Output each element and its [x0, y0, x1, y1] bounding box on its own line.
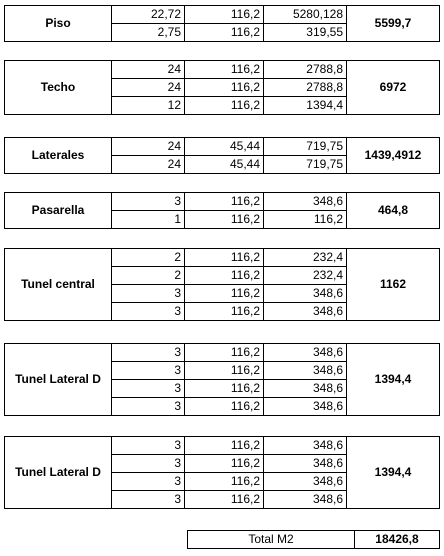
- area-cell: 719,75: [264, 138, 347, 156]
- area-cell: 1394,4: [264, 97, 347, 115]
- area-cell: 2788,8: [264, 79, 347, 97]
- measure-cell: 116,2: [185, 473, 264, 491]
- group-table: [4, 248, 440, 321]
- group-total: 1394,4: [347, 344, 440, 416]
- quantity-cell: 24: [112, 79, 185, 97]
- quantity-cell: 12: [112, 97, 185, 115]
- area-cell: 116,2: [264, 211, 347, 229]
- quantity-cell: 3: [112, 473, 185, 491]
- table-row: [5, 6, 440, 24]
- measure-cell: 116,2: [185, 303, 264, 321]
- quantity-cell: 24: [112, 156, 185, 174]
- measure-cell: 116,2: [185, 362, 264, 380]
- quantity-cell: 3: [112, 437, 185, 455]
- group-total: 1162: [347, 249, 440, 321]
- group-table: [4, 192, 440, 229]
- measure-cell: 116,2: [185, 398, 264, 416]
- group-name: Laterales: [5, 138, 112, 174]
- measure-cell: 116,2: [185, 211, 264, 229]
- measure-cell: 116,2: [185, 285, 264, 303]
- area-cell: 348,6: [264, 437, 347, 455]
- area-cell: 232,4: [264, 267, 347, 285]
- measure-cell: 116,2: [185, 249, 264, 267]
- area-cell: 232,4: [264, 249, 347, 267]
- grand-total-value: 18426,8: [355, 531, 440, 549]
- table-row: [5, 249, 440, 267]
- group-total: 6972: [347, 61, 440, 115]
- measure-cell: 116,2: [185, 6, 264, 24]
- measure-cell: 116,2: [185, 61, 264, 79]
- group-name: Piso: [5, 6, 112, 42]
- quantity-cell: 3: [112, 285, 185, 303]
- area-cell: 2788,8: [264, 61, 347, 79]
- table-row: [5, 61, 440, 79]
- quantity-cell: 3: [112, 193, 185, 211]
- quantity-cell: 2,75: [112, 24, 185, 42]
- group-table: [4, 137, 440, 174]
- group-total: 5599,7: [347, 6, 440, 42]
- quantity-cell: 3: [112, 398, 185, 416]
- group-name: Tunel Lateral D: [5, 344, 112, 416]
- area-cell: 348,6: [264, 362, 347, 380]
- group-total: 1394,4: [347, 437, 440, 509]
- area-cell: 348,6: [264, 193, 347, 211]
- area-cell: 348,6: [264, 344, 347, 362]
- table-row: [5, 344, 440, 362]
- quantity-cell: 24: [112, 61, 185, 79]
- group-table: [4, 5, 440, 42]
- area-cell: 348,6: [264, 473, 347, 491]
- measure-cell: 45,44: [185, 138, 264, 156]
- measure-cell: 116,2: [185, 380, 264, 398]
- measure-cell: 116,2: [185, 193, 264, 211]
- area-cell: 719,75: [264, 156, 347, 174]
- quantity-cell: 3: [112, 362, 185, 380]
- group-name: Tunel Lateral D: [5, 437, 112, 509]
- group-name: Pasarella: [5, 193, 112, 229]
- area-cell: 319,55: [264, 24, 347, 42]
- group-total: 1439,4912: [347, 138, 440, 174]
- area-cell: 348,6: [264, 303, 347, 321]
- measure-cell: 116,2: [185, 97, 264, 115]
- group-table: [4, 343, 440, 416]
- quantity-cell: 3: [112, 380, 185, 398]
- area-cell: 5280,128: [264, 6, 347, 24]
- measure-cell: 116,2: [185, 437, 264, 455]
- measure-cell: 45,44: [185, 156, 264, 174]
- group-table: [4, 436, 440, 509]
- area-cell: 348,6: [264, 285, 347, 303]
- quantity-cell: 1: [112, 211, 185, 229]
- measure-cell: 116,2: [185, 267, 264, 285]
- table-row: [5, 193, 440, 211]
- quantity-cell: 3: [112, 491, 185, 509]
- area-cell: 348,6: [264, 380, 347, 398]
- measure-cell: 116,2: [185, 491, 264, 509]
- quantity-cell: 2: [112, 249, 185, 267]
- quantity-cell: 2: [112, 267, 185, 285]
- measure-cell: 116,2: [185, 24, 264, 42]
- group-table: [4, 60, 440, 115]
- group-name: Tunel central: [5, 249, 112, 321]
- quantity-cell: 3: [112, 455, 185, 473]
- quantity-cell: 22,72: [112, 6, 185, 24]
- quantity-cell: 3: [112, 344, 185, 362]
- table-row: [5, 437, 440, 455]
- measure-cell: 116,2: [185, 455, 264, 473]
- measure-cell: 116,2: [185, 344, 264, 362]
- measure-cell: 116,2: [185, 79, 264, 97]
- table-row: [5, 138, 440, 156]
- grand-total-label: Total M2: [188, 531, 355, 549]
- quantity-cell: 24: [112, 138, 185, 156]
- group-total: 464,8: [347, 193, 440, 229]
- group-name: Techo: [5, 61, 112, 115]
- quantity-cell: 3: [112, 303, 185, 321]
- area-cell: 348,6: [264, 491, 347, 509]
- grand-total-row: [187, 530, 440, 549]
- area-cell: 348,6: [264, 398, 347, 416]
- area-cell: 348,6: [264, 455, 347, 473]
